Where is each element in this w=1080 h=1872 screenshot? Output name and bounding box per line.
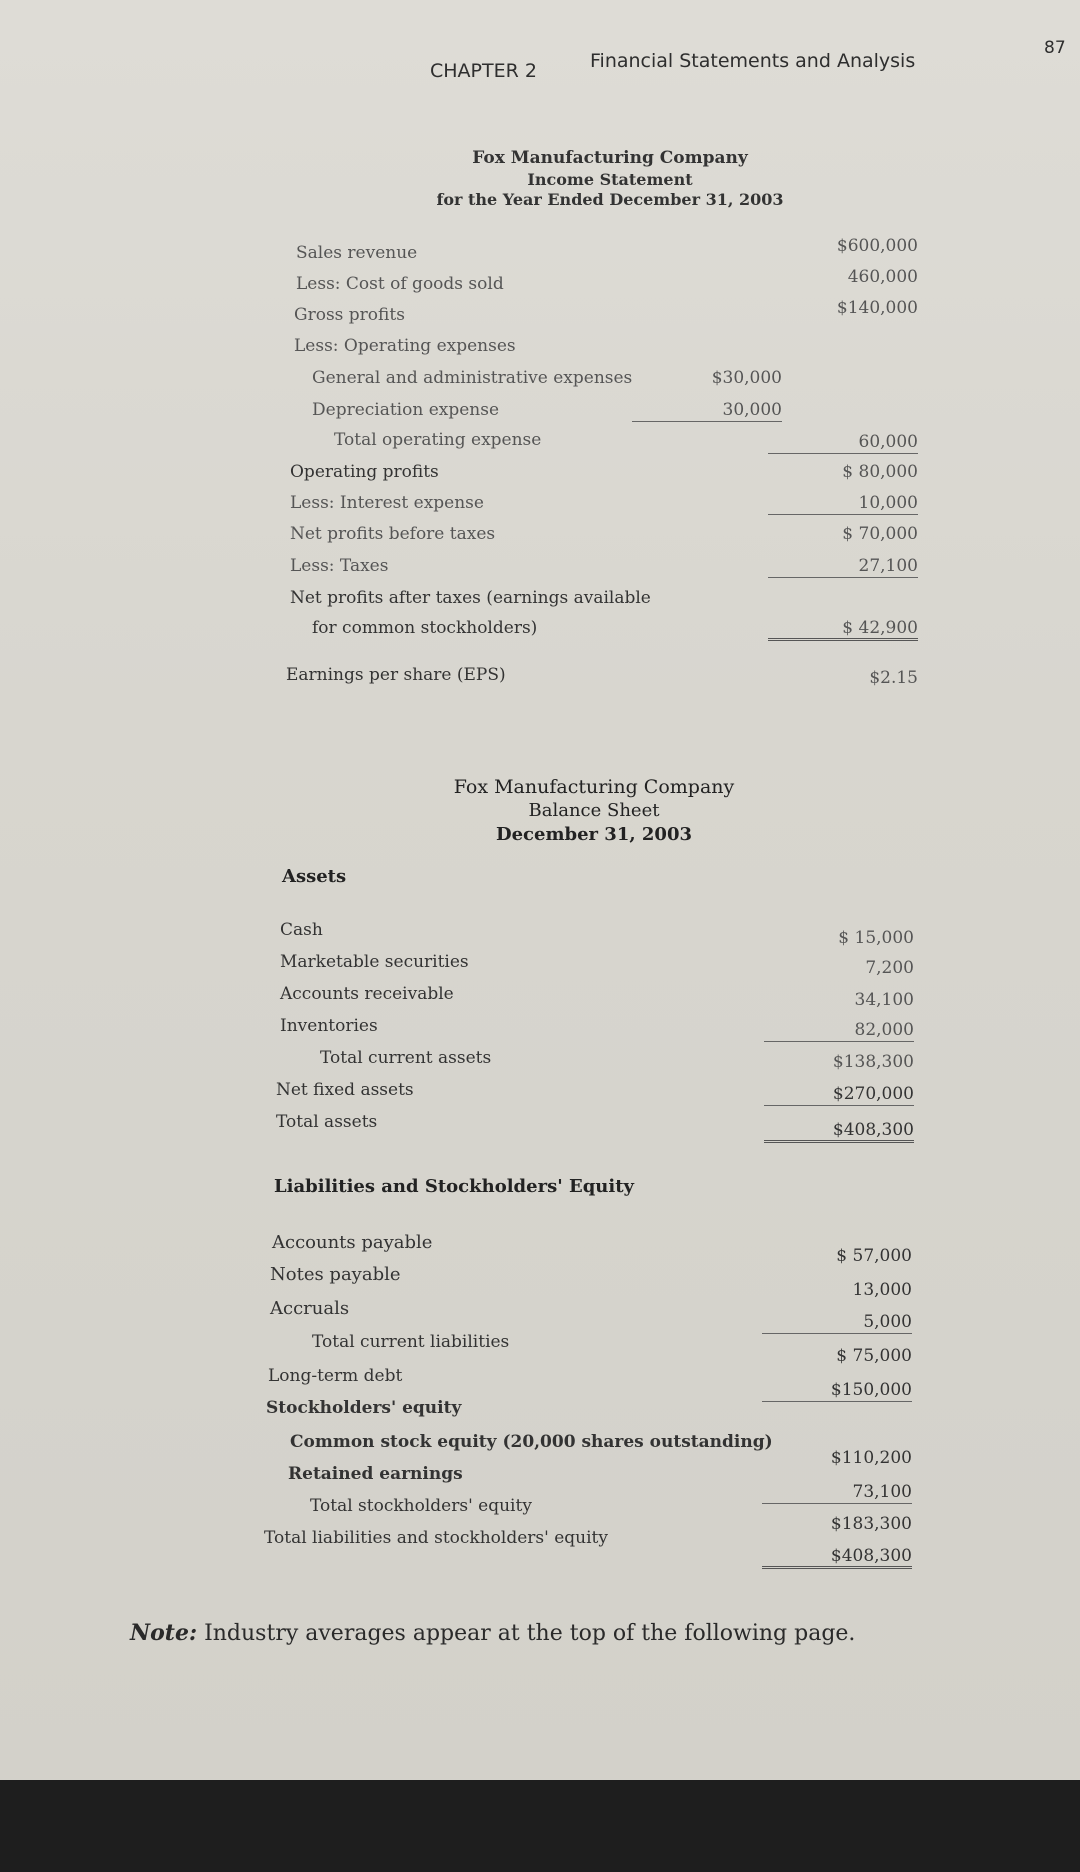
asset-label: Net fixed assets (276, 1080, 414, 1100)
page-number: 87 (1044, 38, 1066, 58)
asset-label: Cash (280, 920, 323, 940)
liability-label: Total current liabilities (312, 1332, 510, 1352)
bs-date: December 31, 2003 (496, 824, 692, 845)
liability-value: $150,000 (762, 1380, 912, 1402)
is-row-label: Net profits after taxes (earnings available (290, 588, 651, 608)
footnote-prefix: Note: (130, 1620, 198, 1646)
is-row-value: $ 80,000 (842, 462, 918, 482)
liability-label: Notes payable (270, 1264, 401, 1285)
liability-label: Stockholders' equity (266, 1398, 462, 1418)
liability-value: $408,300 (762, 1546, 912, 1569)
asset-label: Accounts receivable (280, 984, 454, 1004)
is-row-label: Gross profits (294, 305, 405, 325)
is-row-value: $30,000 (711, 368, 782, 388)
is-row-value: 27,100 (768, 556, 918, 578)
footnote (130, 1620, 855, 1646)
is-row-value: $2.15 (869, 668, 918, 688)
is-row-value: 30,000 (632, 400, 782, 422)
asset-label: Inventories (280, 1016, 378, 1036)
liability-label: Total stockholders' equity (310, 1496, 532, 1516)
is-row-label: Net profits before taxes (290, 524, 496, 544)
is-row-value: $600,000 (836, 236, 918, 256)
liability-label: Common stock equity (20,000 shares outstanding) (290, 1432, 773, 1452)
asset-label: Total assets (276, 1112, 378, 1132)
dark-background-strip (0, 1780, 1080, 1872)
is-row-value: $ 42,900 (768, 618, 918, 641)
is-row-label: Sales revenue (296, 243, 418, 263)
is-row-label: Depreciation expense (312, 400, 500, 420)
chapter-label: CHAPTER 2 (430, 60, 537, 82)
liability-value: 5,000 (762, 1312, 912, 1334)
is-row-value: 60,000 (768, 432, 918, 454)
is-row-label: Less: Taxes (290, 556, 389, 576)
bs-company-name: Fox Manufacturing Company (453, 776, 735, 798)
assets-heading: Assets (282, 866, 347, 887)
asset-value: $138,300 (832, 1052, 914, 1072)
is-row-label: for common stockholders) (312, 618, 538, 638)
liability-value: $110,200 (830, 1448, 912, 1468)
bs-statement-name: Balance Sheet (528, 800, 660, 821)
liability-value: $ 57,000 (836, 1246, 912, 1266)
is-row-label: Less: Interest expense (290, 493, 484, 513)
liabilities-heading: Liabilities and Stockholders' Equity (274, 1176, 634, 1197)
is-row-label: Total operating expense (334, 430, 542, 450)
is-row-value: 460,000 (847, 267, 918, 287)
asset-value: $ 15,000 (838, 928, 914, 948)
is-company-name: Fox Manufacturing Company (472, 148, 748, 168)
footnote-text: Industry averages appear at the top of the following page. (197, 1621, 856, 1646)
is-statement-name: Income Statement (527, 170, 693, 189)
is-row-label: Operating profits (290, 462, 439, 482)
asset-value: 7,200 (865, 958, 914, 978)
liability-label: Accounts payable (272, 1232, 433, 1253)
liability-value: 73,100 (762, 1482, 912, 1504)
asset-value: 82,000 (764, 1020, 914, 1042)
liability-label: Retained earnings (288, 1464, 463, 1484)
is-row-value: $ 70,000 (842, 524, 918, 544)
asset-label: Total current assets (320, 1048, 492, 1068)
liability-label: Long-term debt (268, 1366, 403, 1386)
is-row-value: $140,000 (836, 298, 918, 318)
liability-value: $ 75,000 (836, 1346, 912, 1366)
is-row-value: 10,000 (768, 493, 918, 515)
asset-value: $408,300 (764, 1120, 914, 1143)
liability-value: $183,300 (830, 1514, 912, 1534)
asset-label: Marketable securities (280, 952, 469, 972)
liability-value: 13,000 (852, 1280, 912, 1300)
is-row-label: Less: Operating expenses (294, 336, 516, 356)
asset-value: 34,100 (854, 990, 914, 1010)
is-period: for the Year Ended December 31, 2003 (436, 190, 784, 209)
liability-label: Accruals (270, 1298, 350, 1319)
is-row-label: Less: Cost of goods sold (296, 274, 504, 294)
chapter-title: Financial Statements and Analysis (590, 50, 916, 72)
liability-label: Total liabilities and stockholders' equity (264, 1528, 608, 1548)
asset-value: $270,000 (764, 1084, 914, 1106)
is-row-label: General and administrative expenses (312, 368, 633, 388)
is-row-label: Earnings per share (EPS) (286, 665, 506, 685)
